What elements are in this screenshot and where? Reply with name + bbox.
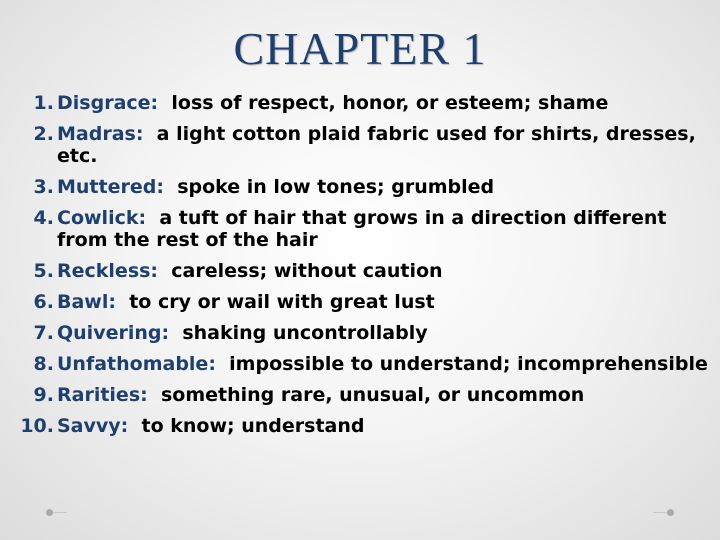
vocab-item [8,318,708,349]
vocab-item [8,287,708,318]
vocab-definition: to know; understand [141,415,365,437]
vocab-item [8,411,708,442]
vocab-item [8,203,708,256]
vocab-definition: something rare, unusual, or uncommon [160,384,585,406]
vocab-item [8,88,708,119]
vocab-term: Cowlick: [57,207,147,229]
vocab-term: Madras: [57,123,144,145]
vocab-term: Rarities: [57,384,148,406]
decorative-dot [667,509,674,516]
slide-title: CHAPTER 1 [233,23,487,74]
item-number: 6. [33,291,54,313]
vocab-definition: careless; without caution [171,260,443,282]
vocab-definition: loss of respect, honor, or esteem; shame [171,92,609,114]
item-number: 4. [33,207,54,229]
vocab-definition: spoke in low tones; grumbled [177,176,495,198]
vocabulary-list [8,88,708,442]
vocab-item [8,380,708,411]
vocab-definition: to cry or wail with great lust [129,291,435,313]
vocab-item [8,172,708,203]
vocab-definition: shaking uncontrollably [182,322,428,344]
vocab-term: Bawl: [57,291,116,313]
vocab-definition: a tuft of hair that grows in a direction different from the rest of the hair [57,207,667,251]
decorative-dot [46,509,53,516]
item-number: 5. [33,260,54,282]
vocab-item [8,256,708,287]
item-number: 2. [33,123,54,145]
vocab-definition: a light cotton plaid fabric used for shirts, dresses, etc. [57,123,696,167]
item-number: 9. [33,384,54,406]
vocab-definition: impossible to understand; incomprehensible [229,353,708,375]
vocab-item [8,119,708,172]
decorative-line [53,512,67,513]
item-number: 7. [33,322,54,344]
vocab-term: Savvy: [57,415,129,437]
vocab-item [8,349,708,380]
vocab-term: Reckless: [57,260,159,282]
vocab-term: Unfathomable: [57,353,216,375]
item-number: 1. [33,92,54,114]
item-number: 3. [33,176,54,198]
vocab-term: Quivering: [57,322,170,344]
item-number: 10. [20,415,54,437]
item-number: 8. [33,353,54,375]
vocab-term: Muttered: [57,176,164,198]
decorative-line [653,512,667,513]
vocab-term: Disgrace: [57,92,159,114]
